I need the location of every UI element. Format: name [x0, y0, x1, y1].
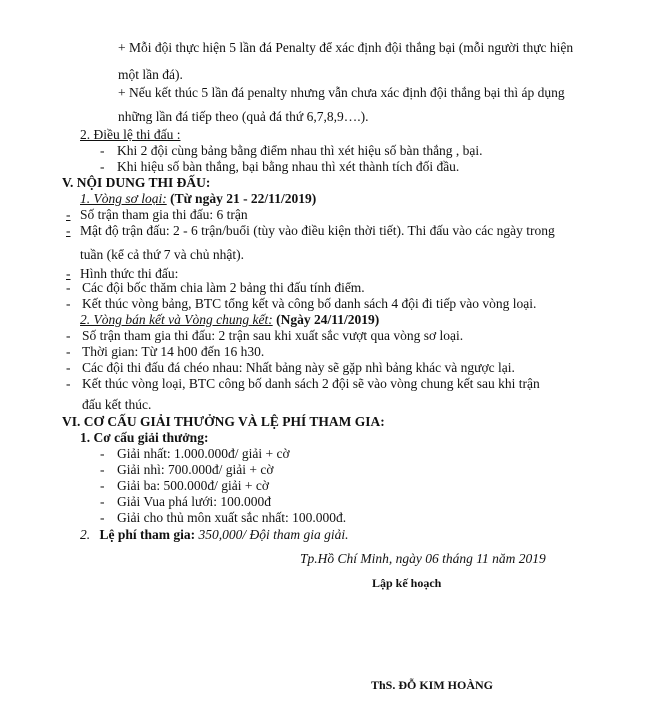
- dash-marker: -: [66, 360, 71, 375]
- underlined-dash-marker: -: [66, 207, 71, 222]
- conditions-heading: 2. Điều lệ thi đấu :: [80, 127, 181, 142]
- round1-format-item-1: Các đội bốc thăm chia làm 2 bảng thi đấu tính điểm.: [82, 280, 365, 295]
- conditions-item-2: Khi hiệu số bàn thắng, bại bằng nhau thì xét thành tích đối đầu.: [117, 159, 460, 174]
- dash-marker: -: [100, 446, 105, 461]
- dash-marker: -: [100, 478, 105, 493]
- dash-marker: -: [66, 296, 71, 311]
- place-date: Tp.Hồ Chí Minh, ngày 06 tháng 11 năm 2019: [300, 551, 546, 566]
- dash-marker: -: [100, 494, 105, 509]
- fee-line: [80, 527, 349, 543]
- round1-title: 1. Vòng sơ loại:: [80, 191, 167, 206]
- round2-title: 2. Vòng bán kết và Vòng chung kết:: [80, 312, 273, 327]
- penalty-rule-2-line-1: + Nếu kết thúc 5 lần đá penalty nhưng vẫn chưa xác định đội thắng bại thì áp dụng: [118, 85, 565, 100]
- penalty-rule-2-line-2: những lần đá tiếp theo (quả đá thứ 6,7,8,9….).: [118, 109, 369, 124]
- underlined-dash-marker: -: [66, 223, 71, 238]
- fee-value: 350,000/ Đội tham gia giải.: [195, 527, 349, 542]
- round1-density-line-1: Mật độ trận đấu: 2 - 6 trận/buổi (tùy vào điều kiện thời tiết). Thi đấu vào các ngày trong: [80, 223, 555, 238]
- prize-item-4: Giải Vua phá lưới: 100.000đ: [117, 494, 272, 509]
- round1-dates: (Từ ngày 21 - 22/11/2019): [170, 191, 317, 206]
- signer-role: Lập kế hoạch: [372, 576, 442, 590]
- dash-marker: -: [66, 376, 71, 391]
- dash-marker: -: [66, 344, 71, 359]
- round2-item-1: Số trận tham gia thi đấu: 2 trận sau khi xuất sắc vượt qua vòng sơ loại.: [82, 328, 464, 343]
- fee-number: 2.: [80, 527, 91, 542]
- dash-marker: -: [66, 280, 71, 295]
- round1-title-line: [80, 191, 316, 207]
- dash-marker: -: [100, 143, 105, 158]
- section-v-heading: V. NỘI DUNG THI ĐẤU:: [62, 175, 211, 190]
- prize-item-1: Giải nhất: 1.000.000đ/ giải + cờ: [117, 446, 290, 461]
- penalty-rule-1-line-1: + Mỗi đội thực hiện 5 lần đá Penalty để xác định đội thắng bại (mỗi người thực hiện: [118, 40, 574, 55]
- round2-item-2: Thời gian: Từ 14 h00 đến 16 h30.: [82, 344, 265, 359]
- round2-last-line-1: Kết thúc vòng loại, BTC công bố danh sách 2 đội sẽ vào vòng chung kết sau khi trận: [82, 376, 540, 391]
- penalty-rule-1-line-2: một lần đá).: [118, 67, 183, 82]
- conditions-item-1: Khi 2 đội cùng bảng bằng điểm nhau thì xét hiệu số bàn thắng , bại.: [117, 143, 483, 158]
- round2-title-line: [80, 312, 379, 328]
- prize-item-2: Giải nhì: 700.000đ/ giải + cờ: [117, 462, 274, 477]
- underlined-dash-marker: -: [66, 266, 71, 281]
- prize-item-3: Giải ba: 500.000đ/ giải + cờ: [117, 478, 269, 493]
- round1-matches: Số trận tham gia thi đấu: 6 trận: [80, 207, 248, 222]
- dash-marker: -: [100, 510, 105, 525]
- prize-item-5: Giải cho thủ môn xuất sắc nhất: 100.000đ.: [117, 510, 347, 525]
- dash-marker: -: [66, 328, 71, 343]
- round2-dates: (Ngày 24/11/2019): [276, 312, 380, 327]
- prize-heading: 1. Cơ cấu giải thưởng:: [80, 430, 209, 445]
- fee-label: Lệ phí tham gia:: [99, 527, 196, 542]
- round1-format-item-2: Kết thúc vòng bảng, BTC tổng kết và công bố danh sách 4 đội đi tiếp vào vòng loại.: [82, 296, 537, 311]
- round2-item-3: Các đội thi đấu đá chéo nhau: Nhất bảng này sẽ gặp nhì bảng khác và ngược lại.: [82, 360, 515, 375]
- round1-format-label: Hình thức thi đấu:: [80, 266, 179, 281]
- round2-last-line-2: đấu kết thúc.: [82, 397, 152, 412]
- section-vi-heading: VI. CƠ CẤU GIẢI THƯỞNG VÀ LỆ PHÍ THAM GIA:: [62, 414, 385, 429]
- dash-marker: -: [100, 159, 105, 174]
- round1-density-line-2: tuần (kể cả thứ 7 và chủ nhật).: [80, 247, 245, 262]
- dash-marker: -: [100, 462, 105, 477]
- signer-name: ThS. ĐỖ KIM HOÀNG: [371, 678, 494, 692]
